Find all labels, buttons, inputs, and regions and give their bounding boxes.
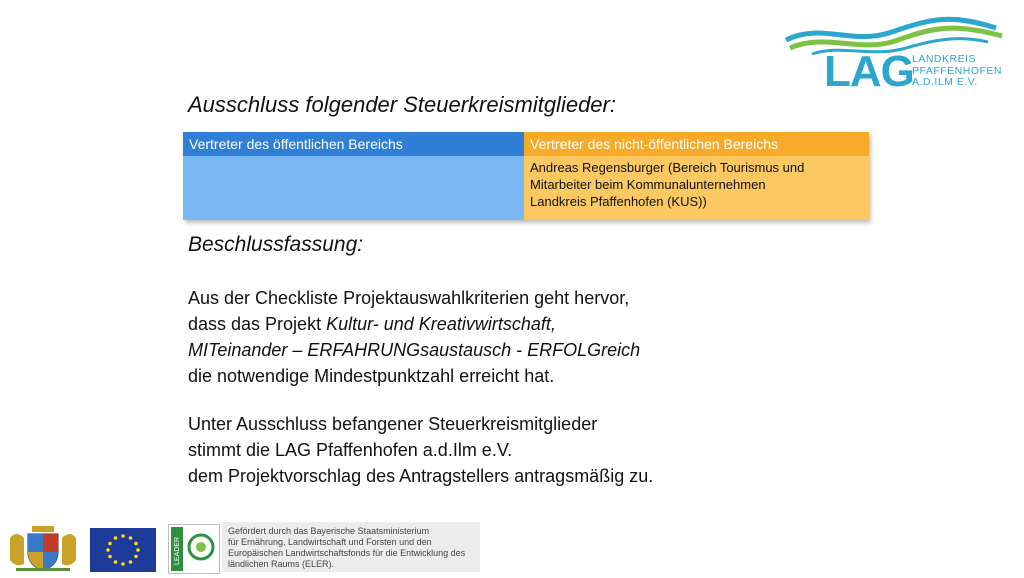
bavarian-coat-of-arms-icon [6,524,80,572]
logo-line: A.D.ILM E.V. [912,76,978,88]
paragraph-line: Aus der Checkliste Projektauswahlkriterien geht hervor, [188,288,630,308]
cell-line: Landkreis Pfaffenhofen (KUS)) [530,194,707,209]
eu-flag-icon [90,528,156,572]
leader-label: LEADER [174,536,181,565]
resolution-heading: Beschlussfassung: [188,233,364,256]
header-nonpublic: Vertreter des nicht-öffentlichen Bereichs [524,132,869,156]
funding-line: ländlichen Raums (ELER). [228,559,335,569]
paragraph-line: die notwendige Mindestpunktzahl erreicht hat. [188,366,555,386]
table-row [183,156,869,220]
resolution-paragraph [188,285,808,389]
paragraph-line: dem Projektvorschlag des Antragstellers antragsmäßig zu. [188,466,654,486]
paragraph-text: dass das Projekt [188,314,327,334]
funding-line: für Ernährung, Landwirtschaft und Forsten und den [228,537,432,547]
paragraph-line: stimmt die LAG Pfaffenhofen a.d.Ilm e.V. [188,440,513,460]
logo-line: PFAFFENHOFEN [912,64,1003,77]
table-header-row [183,132,869,156]
project-title: Kultur- und Kreativwirtschaft, [326,314,556,334]
approval-paragraph [188,411,808,489]
exclusion-heading: Ausschluss folgender Steuerkreismitglieder: [188,92,616,117]
funding-notice [222,522,480,572]
leader-emblem [169,525,219,573]
paragraph-line [188,311,808,337]
cell-line: Mitarbeiter beim Kommunalunternehmen [530,177,766,192]
cell-line: Andreas Regensburger (Bereich Tourismus und [530,160,805,175]
exclusion-table [183,132,869,220]
lag-logo [782,10,1014,102]
paragraph-line: Unter Ausschluss befangener Steuerkreismitglieder [188,414,598,434]
cell-public [183,156,524,220]
project-title: MITeinander – ERFAHRUNGsaustausch - ERFOLGreich [188,340,641,360]
logo-brand: LAG [824,47,914,96]
paragraph-line [188,337,808,363]
header-public: Vertreter des öffentlichen Bereichs [183,132,524,156]
footer [0,518,1024,576]
cell-nonpublic [524,156,869,220]
funding-line: Europäischen Landwirtschaftsfonds für die Entwicklung des [228,548,466,558]
leader-logo-icon [168,524,220,574]
logo-subtitle [912,54,1012,89]
logo-line: LANDKREIS [912,53,977,65]
funding-line: Gefördert durch das Bayerische Staatsministerium [228,526,430,536]
